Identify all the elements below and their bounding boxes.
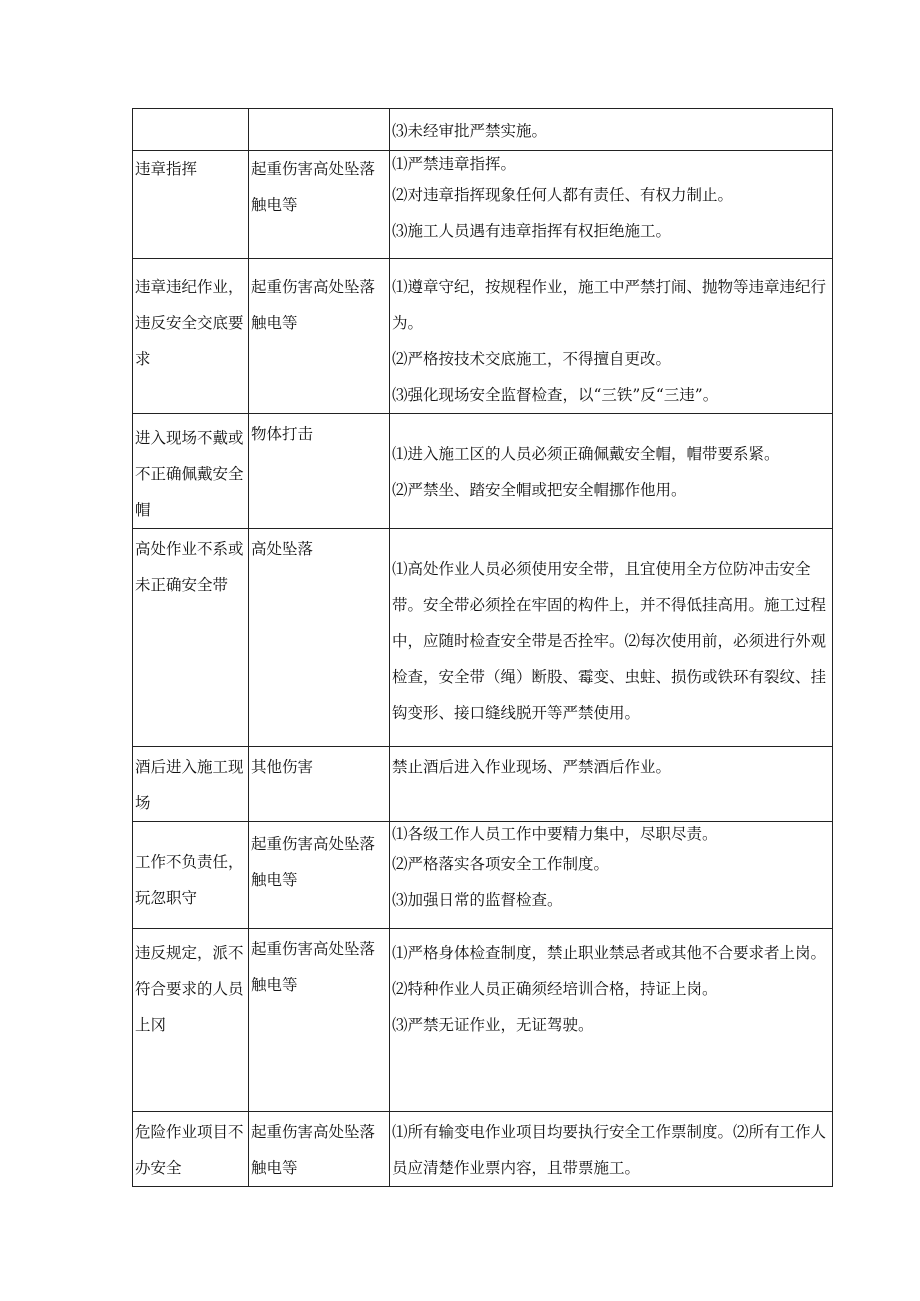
hazard-cell: 进入现场不戴或不正确佩戴安全帽 xyxy=(133,414,249,529)
measures-cell: ⑴严禁违章指挥。 ⑵对违章指挥现象任何人都有责任、有权力制止。 ⑶施工人员遇有违章指挥有权拒绝施工。 xyxy=(390,151,833,259)
table-row xyxy=(133,822,833,929)
harm-cell: 起重伤害高处坠落触电等 xyxy=(249,929,390,1112)
table-row xyxy=(133,259,833,414)
measures-cell: ⑴遵章守纪，按规程作业，施工中严禁打闹、抛物等违章违纪行为。 ⑵严格按技术交底施工，不得擅自更改。 ⑶强化现场安全监督检查，以“三铁”反“三违”。 xyxy=(390,259,833,414)
hazard-cell: 违反规定，派不符合要求的人员上冈 xyxy=(133,929,249,1112)
table-row xyxy=(133,151,833,259)
table-row xyxy=(133,929,833,1112)
harm-cell: 物体打击 xyxy=(249,414,390,529)
table-row xyxy=(133,109,833,151)
harm-cell: 其他伤害 xyxy=(249,747,390,822)
hazard-cell: 工作不负责任，玩忽职守 xyxy=(133,822,249,929)
hazard-cell: 酒后进入施工现场 xyxy=(133,747,249,822)
hazard-cell xyxy=(133,109,249,151)
safety-risk-table xyxy=(132,108,833,1187)
harm-cell: 高处坠落 xyxy=(249,529,390,747)
harm-cell: 起重伤害高处坠落触电等 xyxy=(249,1112,390,1187)
measures-cell: ⑶未经审批严禁实施。 xyxy=(390,109,833,151)
table-row xyxy=(133,529,833,747)
harm-cell: 起重伤害高处坠落触电等 xyxy=(249,822,390,929)
measures-cell: ⑴进入施工区的人员必须正确佩戴安全帽，帽带要系紧。 ⑵严禁坐、踏安全帽或把安全帽挪作他用。 xyxy=(390,414,833,529)
hazard-cell: 危险作业项目不办安全 xyxy=(133,1112,249,1187)
hazard-cell: 违章指挥 xyxy=(133,151,249,259)
measures-cell: 禁止酒后进入作业现场、严禁酒后作业。 xyxy=(390,747,833,822)
table-row xyxy=(133,414,833,529)
measures-cell: ⑴高处作业人员必须使用安全带，且宜使用全方位防冲击安全带。安全带必须拴在牢固的构件上，并不得低挂高用。施工过程中，应随时检查安全带是否拴牢。⑵每次使用前，必须进行外观检查，安全带（绳）断股、霉变、虫蛀、损伤或铁环有裂纹、挂钩变形、接口缝线脱开等严禁使用。 xyxy=(390,529,833,747)
harm-cell: 起重伤害高处坠落触电等 xyxy=(249,151,390,259)
measures-cell: ⑴各级工作人员工作中要精力集中，尽职尽责。 ⑵严格落实各项安全工作制度。 ⑶加强日常的监督检查。 xyxy=(390,822,833,929)
table-row xyxy=(133,747,833,822)
harm-cell xyxy=(249,109,390,151)
harm-cell: 起重伤害高处坠落触电等 xyxy=(249,259,390,414)
measures-cell: ⑴严格身体检查制度，禁止职业禁忌者或其他不合要求者上岗。 ⑵特种作业人员正确须经培训合格，持证上岗。 ⑶严禁无证作业，无证驾驶。 xyxy=(390,929,833,1112)
table-row xyxy=(133,1112,833,1187)
hazard-cell: 高处作业不系或未正确安全带 xyxy=(133,529,249,747)
hazard-cell: 违章违纪作业，违反安全交底要求 xyxy=(133,259,249,414)
measures-cell: ⑴所有输变电作业项目均要执行安全工作票制度。⑵所有工作人员应清楚作业票内容，且带票施工。 xyxy=(390,1112,833,1187)
